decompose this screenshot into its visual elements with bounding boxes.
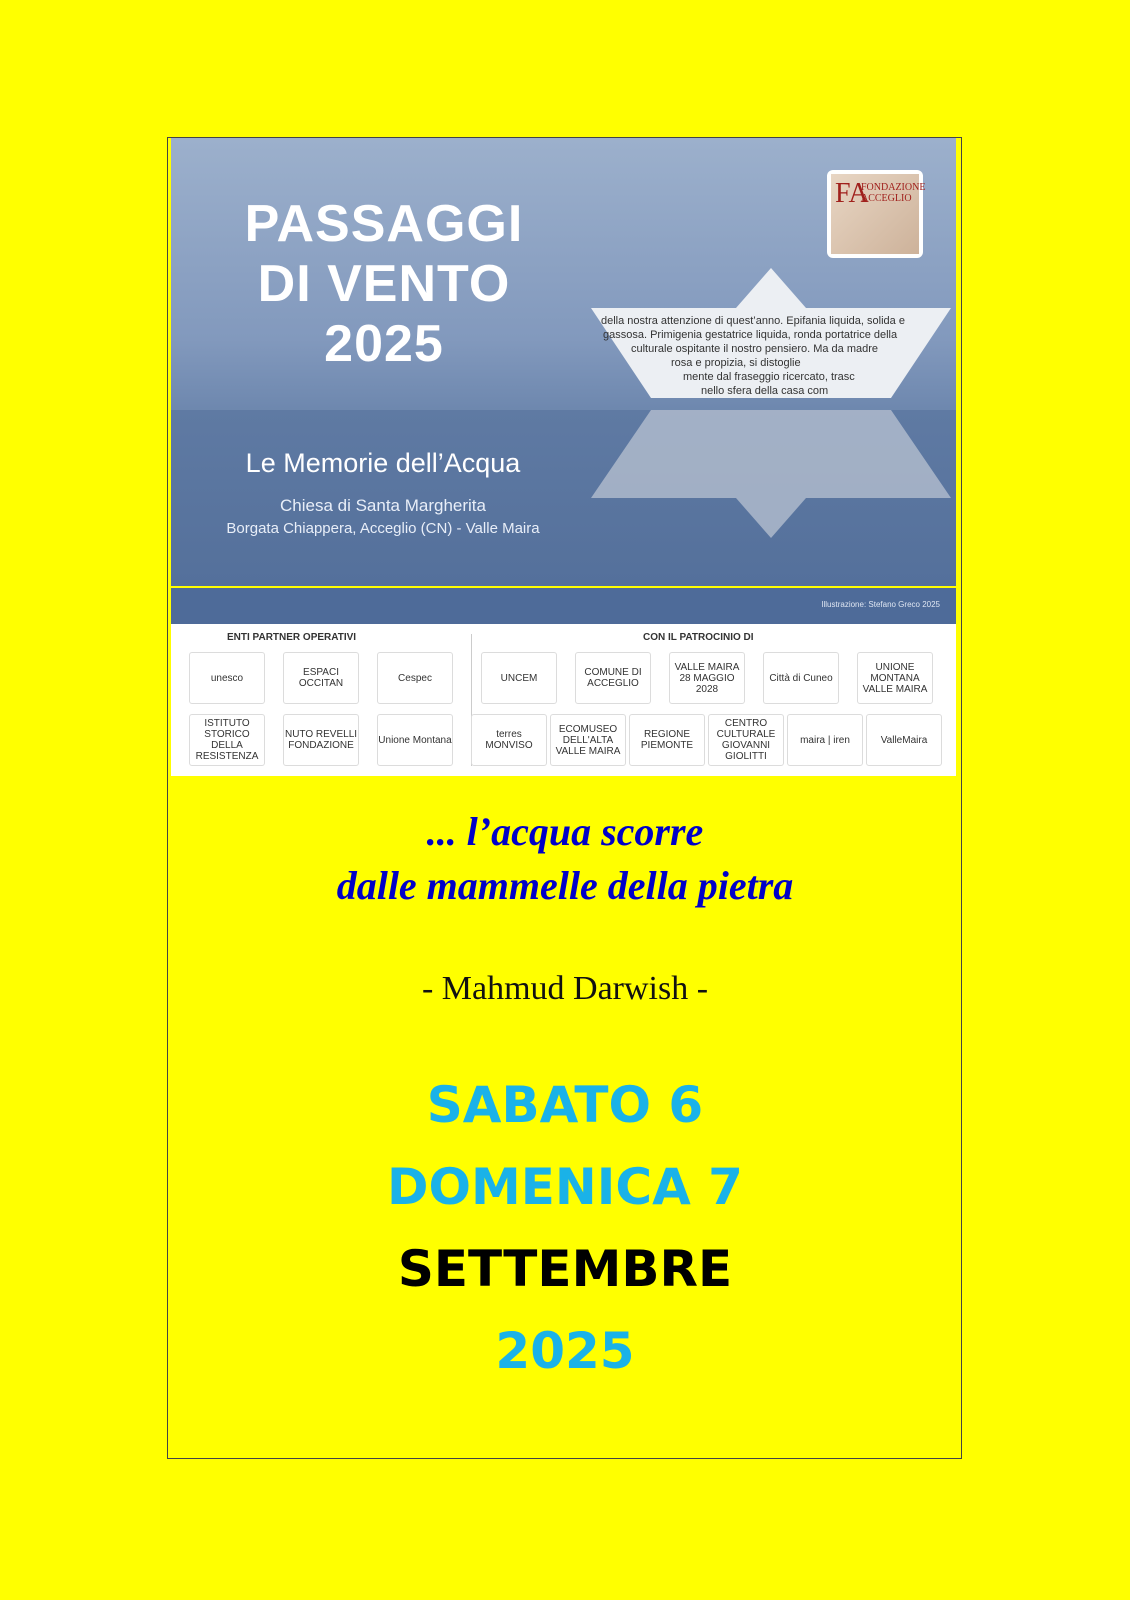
partner-logo: Unione Montana [377,714,453,766]
patron-logo: ValleMaira [866,714,942,766]
venue-address: Borgata Chiappera, Acceglio (CN) - Valle Maira [226,520,540,537]
partner-logo: ESPACI OCCITAN [283,652,359,704]
date-sunday: DOMENICA 7 [387,1158,743,1216]
date-month: SETTEMBRE [397,1240,733,1298]
patrocinio-header: CON IL PATROCINIO DI [643,632,754,643]
partner-logo: ISTITUTO STORICO DELLA RESISTENZA [189,714,265,766]
patron-logo: CENTRO CULTURALE GIOVANNI GIOLITTI [708,714,784,766]
boat-text-line: gassosa. Primigenia gestatrice liquida, ronda portatrice della [603,329,898,341]
patron-logo: VALLE MAIRA 28 MAGGIO 2028 [669,652,745,704]
illustration-credit: Illustrazione: Stefano Greco 2025 [821,600,940,609]
partner-logos-panel [171,624,956,776]
partner-logo: unesco [189,652,265,704]
boat-text-line: della nostra attenzione di quest’anno. Epifania liquida, solida e [601,315,905,327]
boat-text-line: rosa e propizia, si distoglie [671,357,801,369]
partners-operativi-header: ENTI PARTNER OPERATIVI [227,632,357,643]
title-line-3: 2025 [324,315,444,373]
boat-text-line: culturale ospitante il nostro pensiero. Ma da madre [631,343,879,355]
patron-logo: COMUNE DI ACCEGLIO [575,652,651,704]
event-banner [171,138,956,586]
partner-logo: NUTO REVELLI FONDAZIONE [283,714,359,766]
fondazione-acceglio-logo: FA FONDAZIONE ACCEGLIO [827,170,923,258]
quote-line-2: dalle mammelle della pietra [336,863,794,908]
date-saturday: SABATO 6 [426,1076,704,1134]
patron-logo: ECOMUSEO DELL'ALTA VALLE MAIRA [550,714,626,766]
venue-name: Chiesa di Santa Margherita [279,496,486,515]
title-line-1: PASSAGGI [244,195,524,253]
patron-logo: REGIONE PIEMONTE [629,714,705,766]
banner-title [219,194,549,374]
patron-logo: UNIONE MONTANA VALLE MAIRA [857,652,933,704]
banner-subtitle: Le Memorie dell’Acqua [245,448,521,478]
title-line-2: DI VENTO [257,255,511,313]
paper-boat-illustration [591,268,951,538]
partner-logo: Cespec [377,652,453,704]
quote-author: - Mahmud Darwish - [421,970,709,1007]
patron-logo: terres MONVISO [471,714,547,766]
boat-text-line: mente dal fraseggio ricercato, trasc [683,371,855,383]
credit-strip [171,588,956,624]
quote-line-1: ... l’acqua scorre [426,809,704,854]
patron-logo: UNCEM [481,652,557,704]
boat-text-line: nello sfera della casa com [701,385,829,397]
date-year: 2025 [495,1322,635,1380]
patron-logo: maira | iren [787,714,863,766]
patron-logo: Città di Cuneo [763,652,839,704]
